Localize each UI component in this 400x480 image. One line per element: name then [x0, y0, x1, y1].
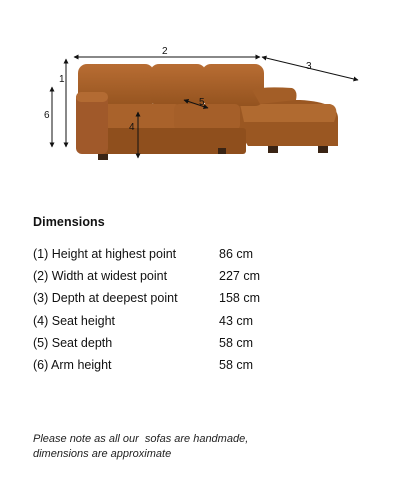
note-line-1: Please note as all our sofas are handmade,: [33, 433, 249, 445]
dimension-value: 86 cm: [219, 247, 254, 262]
dimension-label: (2) Width at widest point: [33, 269, 168, 284]
dimension-label: (3) Depth at deepest point: [33, 291, 178, 306]
dimension-label: (5) Seat depth: [33, 335, 113, 350]
width-dimension-label: 2: [162, 46, 168, 57]
sofa-image: [76, 64, 338, 160]
dimension-value: 58 cm: [219, 358, 254, 373]
dimension-value: 158 cm: [219, 291, 260, 306]
dimension-label: (6) Arm height: [33, 358, 112, 373]
seat-depth-dimension-label: 5: [199, 97, 205, 108]
dimensions-table: [33, 243, 260, 376]
dimension-row-height: [33, 243, 260, 265]
dimension-row-seat-height: [33, 310, 260, 332]
dimension-row-width: [33, 265, 260, 287]
dimensions-heading: Dimensions: [33, 215, 105, 229]
arm-height-dimension-label: 6: [44, 110, 50, 121]
dimension-label: (4) Seat height: [33, 313, 115, 328]
note-line-2: dimensions are approximate: [33, 448, 172, 460]
dimension-value: 58 cm: [219, 335, 254, 350]
sofa-dimension-diagram: [0, 0, 400, 200]
height-dimension-label: 1: [59, 74, 65, 85]
dimension-row-depth: [33, 287, 260, 309]
dimension-value: 43 cm: [219, 313, 254, 328]
dimension-label: (1) Height at highest point: [33, 247, 177, 262]
handmade-note: [33, 432, 248, 462]
dimension-value: 227 cm: [219, 269, 260, 284]
seat-height-dimension-label: 4: [129, 122, 135, 133]
dimension-row-arm-height: [33, 354, 260, 376]
depth-dimension-label: 3: [306, 61, 312, 72]
dimension-row-seat-depth: [33, 332, 260, 354]
